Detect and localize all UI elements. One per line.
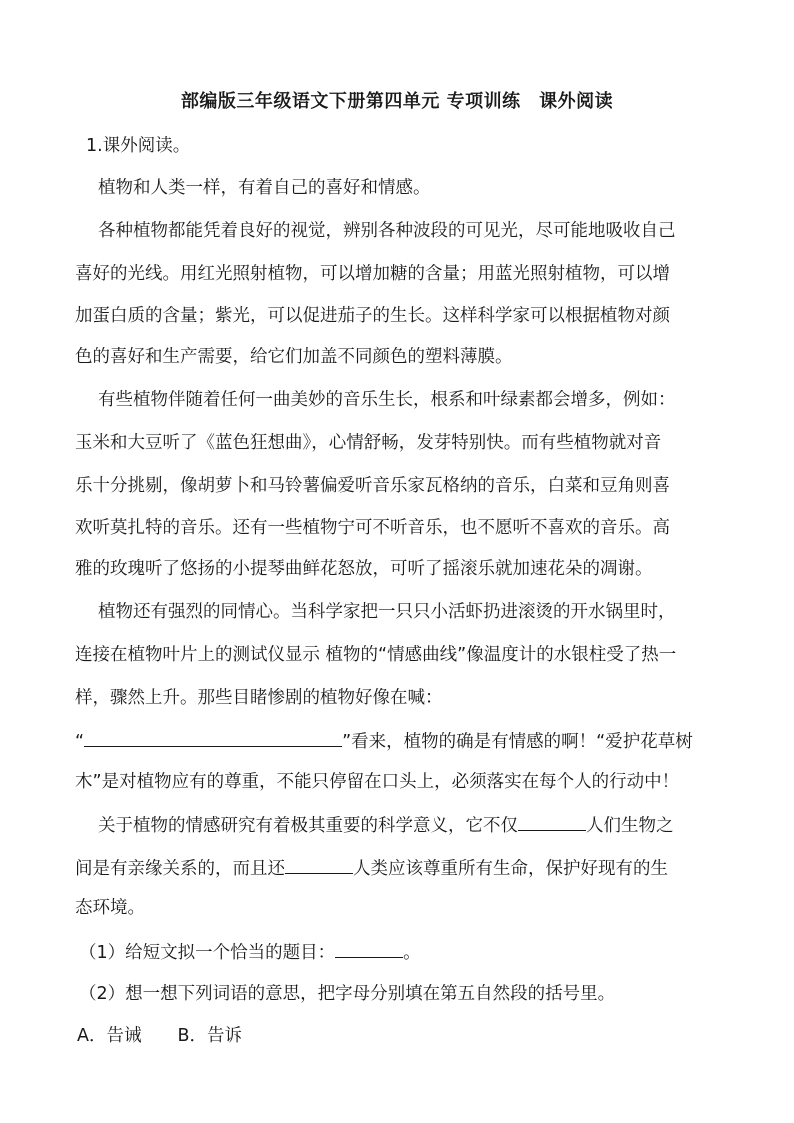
paragraph-5-line-1 — [98, 812, 748, 838]
paragraph-2-line-3: 加蛋白质的含量；紫光，可以促进茄子的生长。这样科学家可以根据植物对颜 — [75, 306, 670, 326]
paragraph-4-line-1: 植物还有强烈的同情心。当科学家把一只只小活虾扔进滚烫的开水锅里时， — [98, 602, 676, 622]
open-quote: “ — [75, 732, 85, 752]
paragraph-5-text-b: 人们生物之 — [586, 816, 674, 836]
paragraph-3-line-3: 乐十分挑剔，像胡萝卜和马铃薯偏爱听音乐家瓦格纳的音乐，白菜和豆角则喜 — [75, 476, 670, 496]
paragraph-4-line-5: 木”是对植物应有的尊重，不能只停留在口头上，必须落实在每个人的行动中！ — [75, 772, 680, 792]
paragraph-2-line-1: 各种植物都能凭着良好的视觉，辨别各种波段的可见光，尽可能地吸收自己 — [98, 221, 676, 241]
page-title: 部编版三年级语文下册第四单元 专项训练 课外阅读 — [180, 91, 614, 112]
paragraph-3-line-4: 欢听莫扎特的音乐。还有一些植物宁可不听音乐，也不愿听不喜欢的音乐。高 — [75, 518, 670, 538]
paragraph-5-line-2 — [75, 855, 725, 881]
question-1-text: （1）给短文拟一个恰当的题目： — [79, 943, 336, 963]
fill-blank-title[interactable] — [335, 939, 403, 958]
paragraph-5-text-d: 人类应该尊重所有生命，保护好现有的生 — [353, 859, 668, 879]
paragraph-4-line-4 — [75, 728, 725, 754]
paragraph-3-line-5: 雅的玫瑰听了悠扬的小提琴曲鲜花怒放，可听了摇滚乐就加速花朵的凋谢。 — [75, 559, 653, 579]
paragraph-5-text-a: 关于植物的情感研究有着极其重要的科学意义，它不仅 — [98, 816, 518, 836]
paragraph-4-line-4-text: ”看来，植物的确是有情感的啊！“爱护花草树 — [342, 732, 693, 752]
question-2: （2）想一想下列词语的意思，把字母分别填在第五自然段的括号里。 — [79, 984, 616, 1004]
paragraph-1: 植物和人类一样，有着自己的喜好和情感。 — [98, 178, 431, 198]
paragraph-3-line-1: 有些植物伴随着任何一曲美妙的音乐生长，根系和叶绿素都会增多，例如： — [98, 390, 676, 410]
paragraph-5-text-c: 间是有亲缘关系的，而且还 — [75, 859, 285, 879]
question-1-end: 。 — [403, 943, 421, 963]
paragraph-3-line-2: 玉米和大豆听了《蓝色狂想曲》，心情舒畅，发芽特别快。而有些植物就对音 — [75, 433, 662, 453]
paragraph-2-line-4: 色的喜好和生产需要，给它们加盖不同颜色的塑料薄膜。 — [75, 347, 513, 367]
fill-blank-2[interactable] — [285, 855, 353, 874]
question-1 — [79, 939, 729, 965]
paragraph-4-line-3: 样，骤然上升。那些目睹惨剧的植物好像在喊： — [75, 688, 443, 708]
fill-blank-exclamation[interactable] — [84, 728, 342, 747]
option-b: B．告诉 — [177, 1026, 242, 1046]
option-a: A．告诫 — [77, 1026, 142, 1046]
question-heading: 1.课外阅读。 — [86, 136, 191, 156]
paragraph-5-line-3: 态环境。 — [75, 898, 145, 918]
paragraph-2-line-2: 喜好的光线。用红光照射植物，可以增加糖的含量；用蓝光照射植物，可以增 — [75, 264, 670, 284]
options-row — [77, 1024, 727, 1048]
fill-blank-1[interactable] — [518, 812, 586, 831]
paragraph-4-line-2: 连接在植物叶片上的测试仪显示 植物的“情感曲线”像温度计的水银柱受了热一 — [75, 645, 677, 665]
